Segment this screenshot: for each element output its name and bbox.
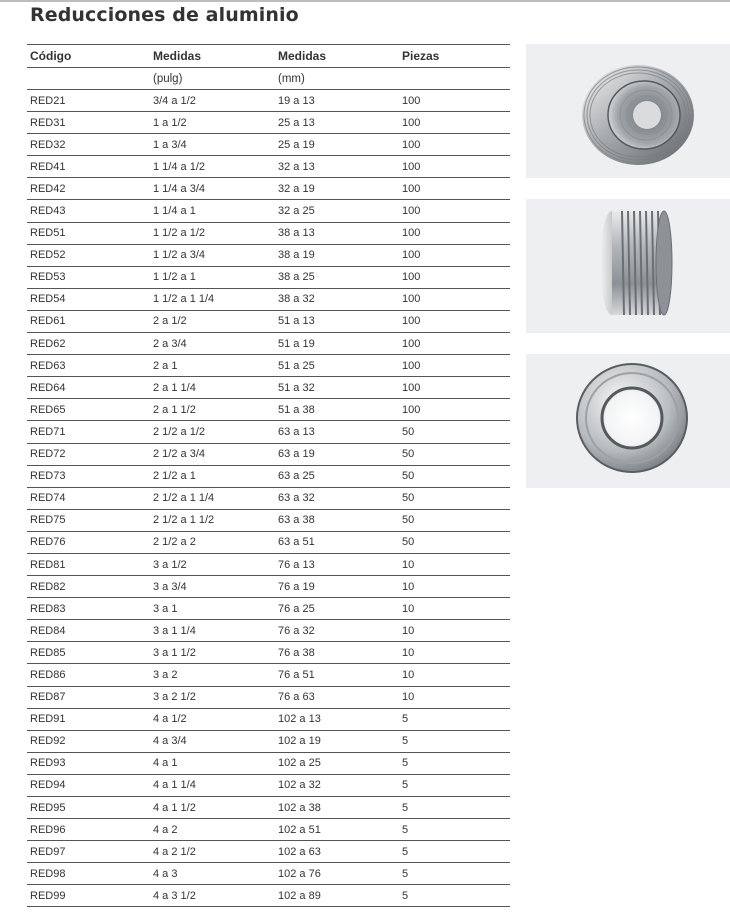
table-row: [27, 199, 510, 221]
cell-codigo: RED21: [30, 94, 66, 107]
cell-medidas-mm: 63 a 19: [278, 448, 315, 461]
table-row: [27, 222, 510, 244]
cell-piezas: 100: [402, 138, 421, 151]
table-row: [27, 244, 510, 266]
cell-medidas-mm: 102 a 76: [278, 867, 321, 880]
cell-medidas-mm: 102 a 13: [278, 713, 321, 726]
cell-medidas-pulg: 1 1/4 a 1/2: [153, 160, 205, 173]
subheader-pulg: (pulg): [153, 72, 183, 85]
cell-medidas-pulg: 3/4 a 1/2: [153, 94, 196, 107]
cell-codigo: RED85: [30, 646, 66, 659]
table-row: [27, 641, 510, 663]
cell-medidas-mm: 38 a 25: [278, 271, 315, 284]
cell-codigo: RED53: [30, 271, 66, 284]
table-row: [27, 708, 510, 730]
cell-medidas-mm: 76 a 25: [278, 602, 315, 615]
subheader-mm: (mm): [278, 72, 305, 85]
cell-medidas-mm: 63 a 13: [278, 425, 315, 438]
cell-medidas-pulg: 2 a 1/2: [153, 315, 187, 328]
cell-piezas: 100: [402, 403, 421, 416]
cell-medidas-pulg: 3 a 3/4: [153, 580, 187, 593]
cell-codigo: RED64: [30, 381, 66, 394]
cell-medidas-pulg: 1 1/4 a 1: [153, 205, 196, 218]
cell-medidas-pulg: 4 a 1: [153, 757, 178, 770]
cell-medidas-pulg: 3 a 1/2: [153, 558, 187, 571]
cell-piezas: 50: [402, 536, 415, 549]
cell-codigo: RED51: [30, 227, 66, 240]
cell-medidas-pulg: 3 a 1: [153, 602, 178, 615]
cell-medidas-mm: 51 a 32: [278, 381, 315, 394]
cell-piezas: 100: [402, 94, 421, 107]
cell-medidas-pulg: 3 a 1 1/2: [153, 646, 196, 659]
table-subheader: [27, 67, 510, 89]
table-row: [27, 884, 510, 906]
product-table: [27, 44, 510, 907]
cell-piezas: 100: [402, 182, 421, 195]
cell-medidas-pulg: 2 1/2 a 2: [153, 536, 196, 549]
cell-piezas: 100: [402, 315, 421, 328]
cell-codigo: RED99: [30, 889, 66, 902]
cell-piezas: 5: [402, 757, 409, 770]
table-row: [27, 288, 510, 310]
cell-codigo: RED52: [30, 249, 66, 262]
cell-codigo: RED97: [30, 845, 66, 858]
header-piezas: Piezas: [402, 49, 440, 63]
cell-piezas: 100: [402, 359, 421, 372]
cell-medidas-mm: 51 a 19: [278, 337, 315, 350]
cell-medidas-pulg: 1 a 3/4: [153, 138, 187, 151]
cell-medidas-mm: 38 a 32: [278, 293, 315, 306]
table-row: [27, 862, 510, 884]
cell-medidas-mm: 32 a 25: [278, 205, 315, 218]
table-row: [27, 310, 510, 332]
cell-codigo: RED72: [30, 448, 66, 461]
cell-medidas-pulg: 1 1/2 a 1 1/4: [153, 293, 215, 306]
cell-medidas-pulg: 4 a 2: [153, 823, 178, 836]
cell-piezas: 5: [402, 779, 409, 792]
cell-piezas: 100: [402, 271, 421, 284]
cell-piezas: 5: [402, 867, 409, 880]
cell-piezas: 50: [402, 492, 415, 505]
cell-medidas-pulg: 2 1/2 a 1: [153, 470, 196, 483]
cell-medidas-mm: 32 a 13: [278, 160, 315, 173]
cell-piezas: 10: [402, 580, 415, 593]
cell-piezas: 5: [402, 713, 409, 726]
cell-piezas: 50: [402, 425, 415, 438]
cell-piezas: 10: [402, 691, 415, 704]
cell-medidas-mm: 102 a 38: [278, 801, 321, 814]
cell-codigo: RED93: [30, 757, 66, 770]
cell-piezas: 100: [402, 249, 421, 262]
cell-piezas: 5: [402, 823, 409, 836]
cell-medidas-pulg: 3 a 1 1/4: [153, 624, 196, 637]
cell-medidas-mm: 63 a 25: [278, 470, 315, 483]
cell-medidas-pulg: 2 1/2 a 1/2: [153, 425, 205, 438]
cell-medidas-mm: 63 a 32: [278, 492, 315, 505]
cell-codigo: RED32: [30, 138, 66, 151]
cell-codigo: RED31: [30, 116, 66, 129]
cell-piezas: 100: [402, 227, 421, 240]
threaded-reducer-angled-photo: [526, 44, 730, 178]
cell-medidas-pulg: 2 1/2 a 1 1/2: [153, 514, 215, 527]
cell-piezas: 5: [402, 845, 409, 858]
cell-piezas: 50: [402, 514, 415, 527]
cell-codigo: RED94: [30, 779, 66, 792]
table-row: [27, 420, 510, 442]
cell-medidas-pulg: 3 a 2: [153, 668, 178, 681]
cell-medidas-pulg: 4 a 3: [153, 867, 178, 880]
cell-codigo: RED43: [30, 205, 66, 218]
cell-codigo: RED96: [30, 823, 66, 836]
cell-codigo: RED76: [30, 536, 66, 549]
cell-medidas-pulg: 1 1/4 a 3/4: [153, 182, 205, 195]
cell-medidas-pulg: 4 a 1/2: [153, 713, 187, 726]
cell-medidas-pulg: 1 1/2 a 1: [153, 271, 196, 284]
cell-medidas-mm: 76 a 51: [278, 668, 315, 681]
cell-medidas-mm: 102 a 63: [278, 845, 321, 858]
cell-codigo: RED74: [30, 492, 66, 505]
table-row: [27, 553, 510, 575]
cell-medidas-mm: 25 a 13: [278, 116, 315, 129]
cell-medidas-pulg: 2 a 1: [153, 359, 178, 372]
cell-codigo: RED81: [30, 558, 66, 571]
reducer-ring-front-photo: [526, 354, 730, 488]
cell-medidas-mm: 76 a 19: [278, 580, 315, 593]
table-row: [27, 487, 510, 509]
cell-piezas: 10: [402, 668, 415, 681]
page-title: Reducciones de aluminio: [30, 4, 299, 26]
cell-codigo: RED87: [30, 691, 66, 704]
cell-codigo: RED54: [30, 293, 66, 306]
cell-medidas-pulg: 2 1/2 a 3/4: [153, 448, 205, 461]
cell-codigo: RED95: [30, 801, 66, 814]
cell-piezas: 50: [402, 470, 415, 483]
cell-piezas: 10: [402, 624, 415, 637]
table-row: [27, 796, 510, 818]
table-row: [27, 619, 510, 641]
cell-codigo: RED91: [30, 713, 66, 726]
table-row: [27, 354, 510, 376]
cell-codigo: RED75: [30, 514, 66, 527]
cell-piezas: 100: [402, 205, 421, 218]
cell-medidas-pulg: 4 a 1 1/2: [153, 801, 196, 814]
table-row: [27, 443, 510, 465]
cell-piezas: 50: [402, 448, 415, 461]
table-header: [27, 44, 510, 67]
cell-piezas: 100: [402, 160, 421, 173]
cell-medidas-mm: 102 a 19: [278, 735, 321, 748]
cell-codigo: RED83: [30, 602, 66, 615]
table-row: [27, 266, 510, 288]
table-row: [27, 177, 510, 199]
table-row: [27, 398, 510, 420]
cell-medidas-mm: 32 a 19: [278, 182, 315, 195]
table-row: [27, 111, 510, 133]
cell-piezas: 100: [402, 116, 421, 129]
cell-codigo: RED41: [30, 160, 66, 173]
cell-codigo: RED92: [30, 735, 66, 748]
header-medidas-pulg: Medidas: [153, 49, 202, 63]
cell-medidas-pulg: 3 a 2 1/2: [153, 691, 196, 704]
cell-codigo: RED82: [30, 580, 66, 593]
cell-medidas-mm: 51 a 38: [278, 403, 315, 416]
cell-piezas: 5: [402, 801, 409, 814]
table-row: [27, 531, 510, 553]
table-row: [27, 686, 510, 708]
cell-piezas: 10: [402, 646, 415, 659]
cell-codigo: RED71: [30, 425, 66, 438]
table-row: [27, 752, 510, 774]
header-medidas-mm: Medidas: [278, 49, 327, 63]
cell-piezas: 10: [402, 602, 415, 615]
table-row: [27, 840, 510, 862]
cell-codigo: RED61: [30, 315, 66, 328]
cell-piezas: 100: [402, 337, 421, 350]
cell-medidas-pulg: 2 a 3/4: [153, 337, 187, 350]
table-row: [27, 155, 510, 177]
cell-codigo: RED84: [30, 624, 66, 637]
cell-medidas-mm: 51 a 25: [278, 359, 315, 372]
cell-piezas: 100: [402, 381, 421, 394]
cell-piezas: 100: [402, 293, 421, 306]
table-row: [27, 332, 510, 354]
cell-piezas: 10: [402, 558, 415, 571]
cell-medidas-mm: 51 a 13: [278, 315, 315, 328]
table-bottom-rule: [27, 906, 510, 907]
cell-medidas-mm: 76 a 38: [278, 646, 315, 659]
cell-medidas-mm: 63 a 51: [278, 536, 315, 549]
cell-medidas-pulg: 1 1/2 a 3/4: [153, 249, 205, 262]
cell-codigo: RED98: [30, 867, 66, 880]
cell-codigo: RED42: [30, 182, 66, 195]
cell-codigo: RED86: [30, 668, 66, 681]
table-row: [27, 774, 510, 796]
cell-medidas-mm: 102 a 51: [278, 823, 321, 836]
table-row: [27, 509, 510, 531]
table-row: [27, 89, 510, 111]
cell-medidas-pulg: 1 1/2 a 1/2: [153, 227, 205, 240]
cell-medidas-mm: 38 a 13: [278, 227, 315, 240]
cell-piezas: 5: [402, 735, 409, 748]
cell-medidas-mm: 63 a 38: [278, 514, 315, 527]
cell-medidas-pulg: 4 a 3 1/2: [153, 889, 196, 902]
table-row: [27, 818, 510, 840]
cell-medidas-mm: 38 a 19: [278, 249, 315, 262]
table-row: [27, 597, 510, 619]
threaded-reducer-side-photo: [526, 199, 730, 333]
cell-medidas-pulg: 4 a 1 1/4: [153, 779, 196, 792]
table-body: [27, 89, 510, 906]
cell-medidas-mm: 102 a 89: [278, 889, 321, 902]
cell-medidas-mm: 76 a 63: [278, 691, 315, 704]
table-row: [27, 730, 510, 752]
header-codigo: Código: [30, 49, 72, 63]
cell-codigo: RED63: [30, 359, 66, 372]
cell-piezas: 5: [402, 889, 409, 902]
cell-medidas-mm: 102 a 32: [278, 779, 321, 792]
cell-medidas-pulg: 2 a 1 1/2: [153, 403, 196, 416]
cell-codigo: RED62: [30, 337, 66, 350]
cell-medidas-pulg: 2 a 1 1/4: [153, 381, 196, 394]
cell-medidas-mm: 25 a 19: [278, 138, 315, 151]
cell-codigo: RED65: [30, 403, 66, 416]
top-rule: [0, 0, 730, 2]
cell-medidas-mm: 19 a 13: [278, 94, 315, 107]
cell-medidas-pulg: 1 a 1/2: [153, 116, 187, 129]
table-row: [27, 465, 510, 487]
table-row: [27, 663, 510, 685]
table-row: [27, 575, 510, 597]
cell-medidas-pulg: 4 a 3/4: [153, 735, 187, 748]
cell-medidas-pulg: 4 a 2 1/2: [153, 845, 196, 858]
cell-medidas-pulg: 2 1/2 a 1 1/4: [153, 492, 215, 505]
cell-codigo: RED73: [30, 470, 66, 483]
cell-medidas-mm: 76 a 32: [278, 624, 315, 637]
cell-medidas-mm: 102 a 25: [278, 757, 321, 770]
table-row: [27, 376, 510, 398]
table-row: [27, 133, 510, 155]
cell-medidas-mm: 76 a 13: [278, 558, 315, 571]
